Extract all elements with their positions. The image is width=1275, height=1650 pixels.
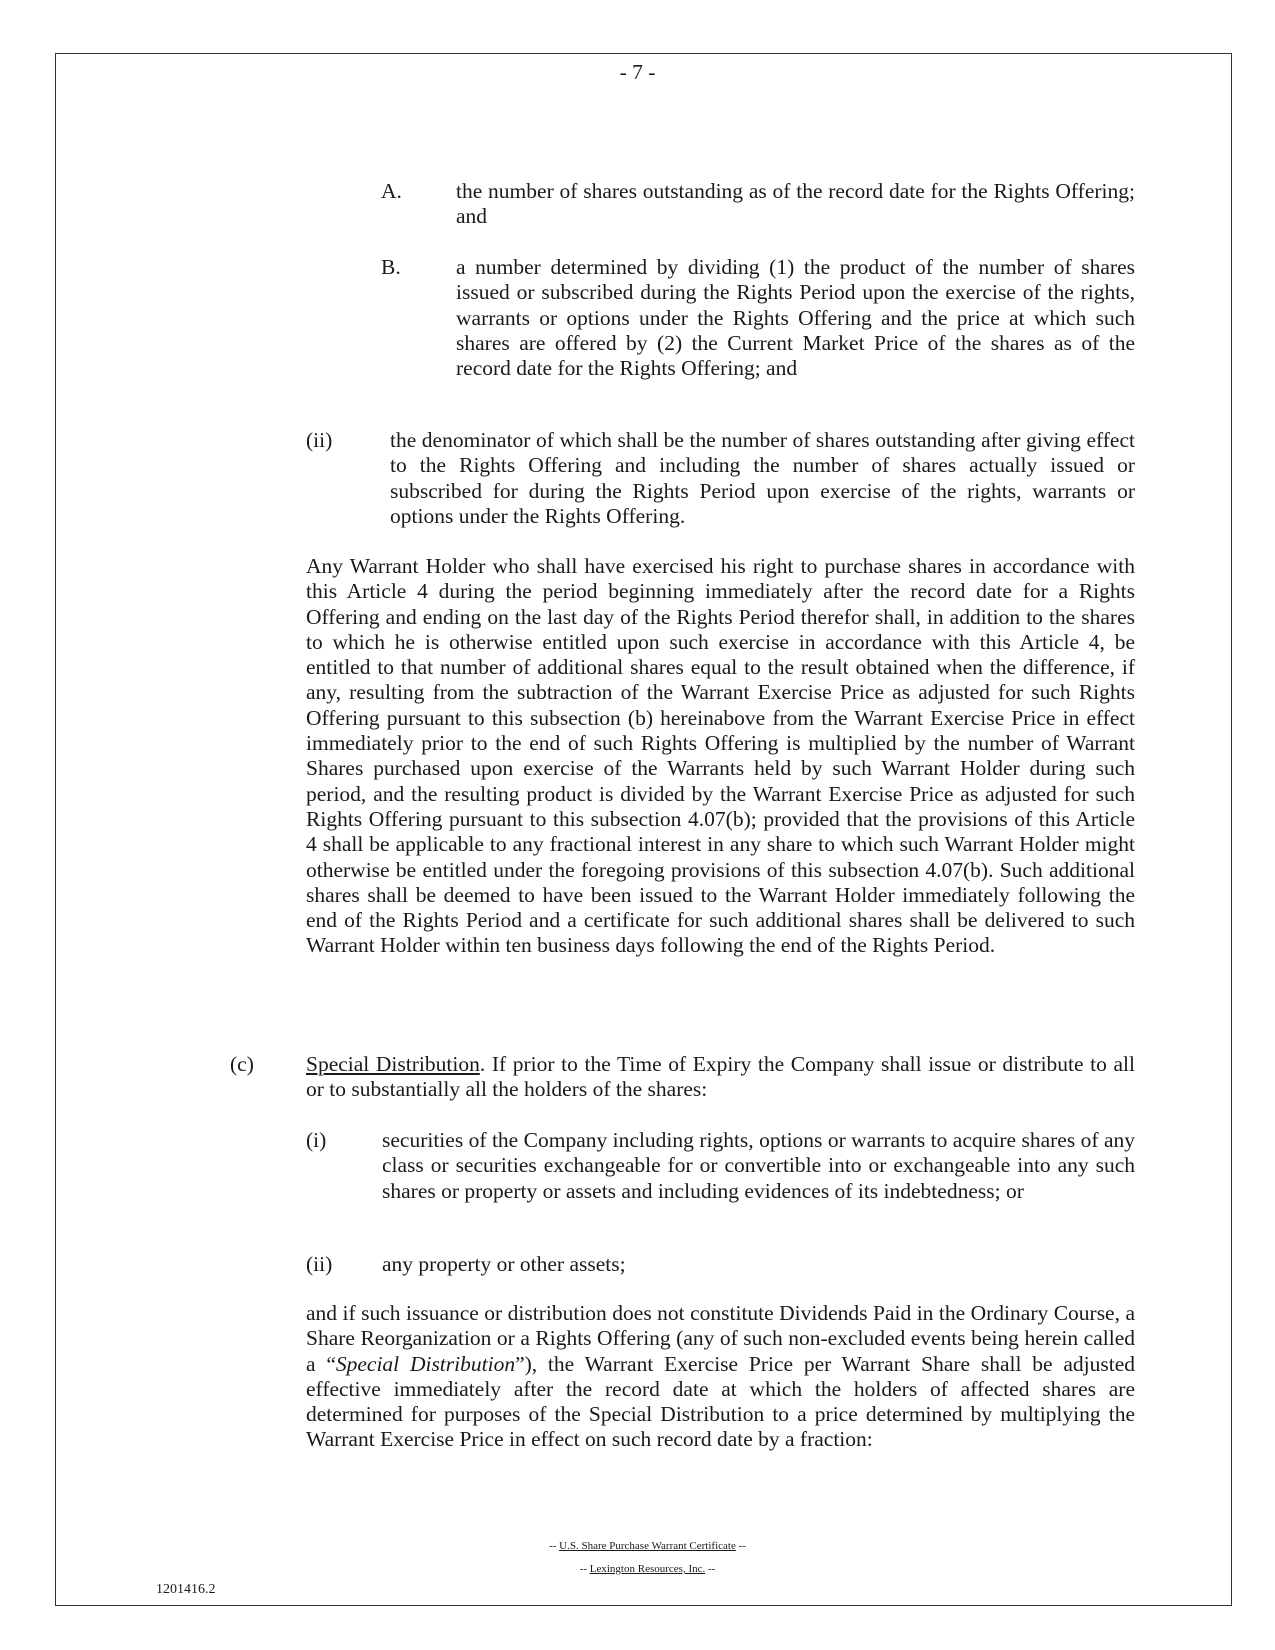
footer-company-name: -- Lexington Resources, Inc. -- [579,1563,716,1575]
footer-certificate-title: -- U.S. Share Purchase Warrant Certificate -- [549,1540,746,1552]
document-id: 1201416.2 [156,1582,216,1597]
page-number: - 7 - [619,60,656,84]
item-ii-label: (ii) [306,428,333,452]
item-c-ii-label: (ii) [306,1252,333,1276]
paragraph-special-distribution: and if such issuance or distribution does not constitute Dividends Paid in the Ordinary Course, a Share Reorganization or a Rights Offering (any of such non-excluded events being herein called a “Special Distribution”), the Warrant Exercise Price per Warrant Share shall be adjusted effective immediately after the record date at which the holders of affected shares are determined for purposes of the Special Distribution to a price determined by multiplying the Warrant Exercise Price in effect on such record date by a fraction: [306,1301,1135,1452]
item-b-text: a number determined by dividing (1) the product of the number of shares issued or subscribed during the Rights Period upon the exercise of the rights, warrants or options under the Rights Offering and the price at which such shares are offered by (2) the Current Market Price of the shares as of the record date for the Rights Offering; and [456,255,1135,381]
item-b-label: B. [381,255,401,279]
item-c-text: Special Distribution. If prior to the Time of Expiry the Company shall issue or distribute to all or to substantially all the holders of the shares: [306,1052,1136,1102]
item-c-i-label: (i) [306,1128,327,1152]
item-c-i-text: securities of the Company including rights, options or warrants to acquire shares of any class or securities exchangeable for or convertible into or exchangeable into any such shares or property or assets and including evidences of its indebtedness; or [382,1128,1135,1203]
defined-term: Special Distribution [335,1351,516,1376]
item-ii-text: the denominator of which shall be the number of shares outstanding after giving effect to the Rights Offering and including the number of shares actually issued or subscribed for during the Rights Period upon exercise of the rights, warrants or options under the Rights Offering. [390,428,1135,528]
paragraph-additional-shares: Any Warrant Holder who shall have exercised his right to purchase shares in accordance with this Article 4 during the period beginning immediately after the record date for a Rights Offering and ending on the last day of the Rights Period therefor shall, in addition to the shares to which he is otherwise entitled upon such exercise in accordance with this Article 4, be entitled to that number of additional shares equal to the result obtained when the difference, if any, resulting from the subtraction of the Warrant Exercise Price as adjusted for such Rights Offering pursuant to this subsection (b) hereinabove from the Warrant Exercise Price in effect immediately prior to the end of such Rights Offering is multiplied by the number of Warrant Shares purchased upon exercise of the Warrants held by such Warrant Holder during such period, and the resulting product is divided by the Warrant Exercise Price as adjusted for such Rights Offering pursuant to this subsection 4.07(b); provided that the provisions of this Article 4 shall be applicable to any fractional interest in any share to which such Warrant Holder might otherwise be entitled under the foregoing provisions of this subsection 4.07(b). Such additional shares shall be deemed to have been issued to the Warrant Holder immediately following the end of the Rights Period and a certificate for such additional shares shall be delivered to such Warrant Holder within ten business days following the end of the Rights Period. [306,554,1135,958]
item-a-text: the number of shares outstanding as of the record date for the Rights Offering; and [456,179,1135,229]
item-c-label: (c) [230,1052,254,1076]
special-distribution-heading: Special Distribution [306,1052,480,1076]
item-a-label: A. [381,179,402,203]
item-c-ii-text: any property or other assets; [382,1252,626,1276]
